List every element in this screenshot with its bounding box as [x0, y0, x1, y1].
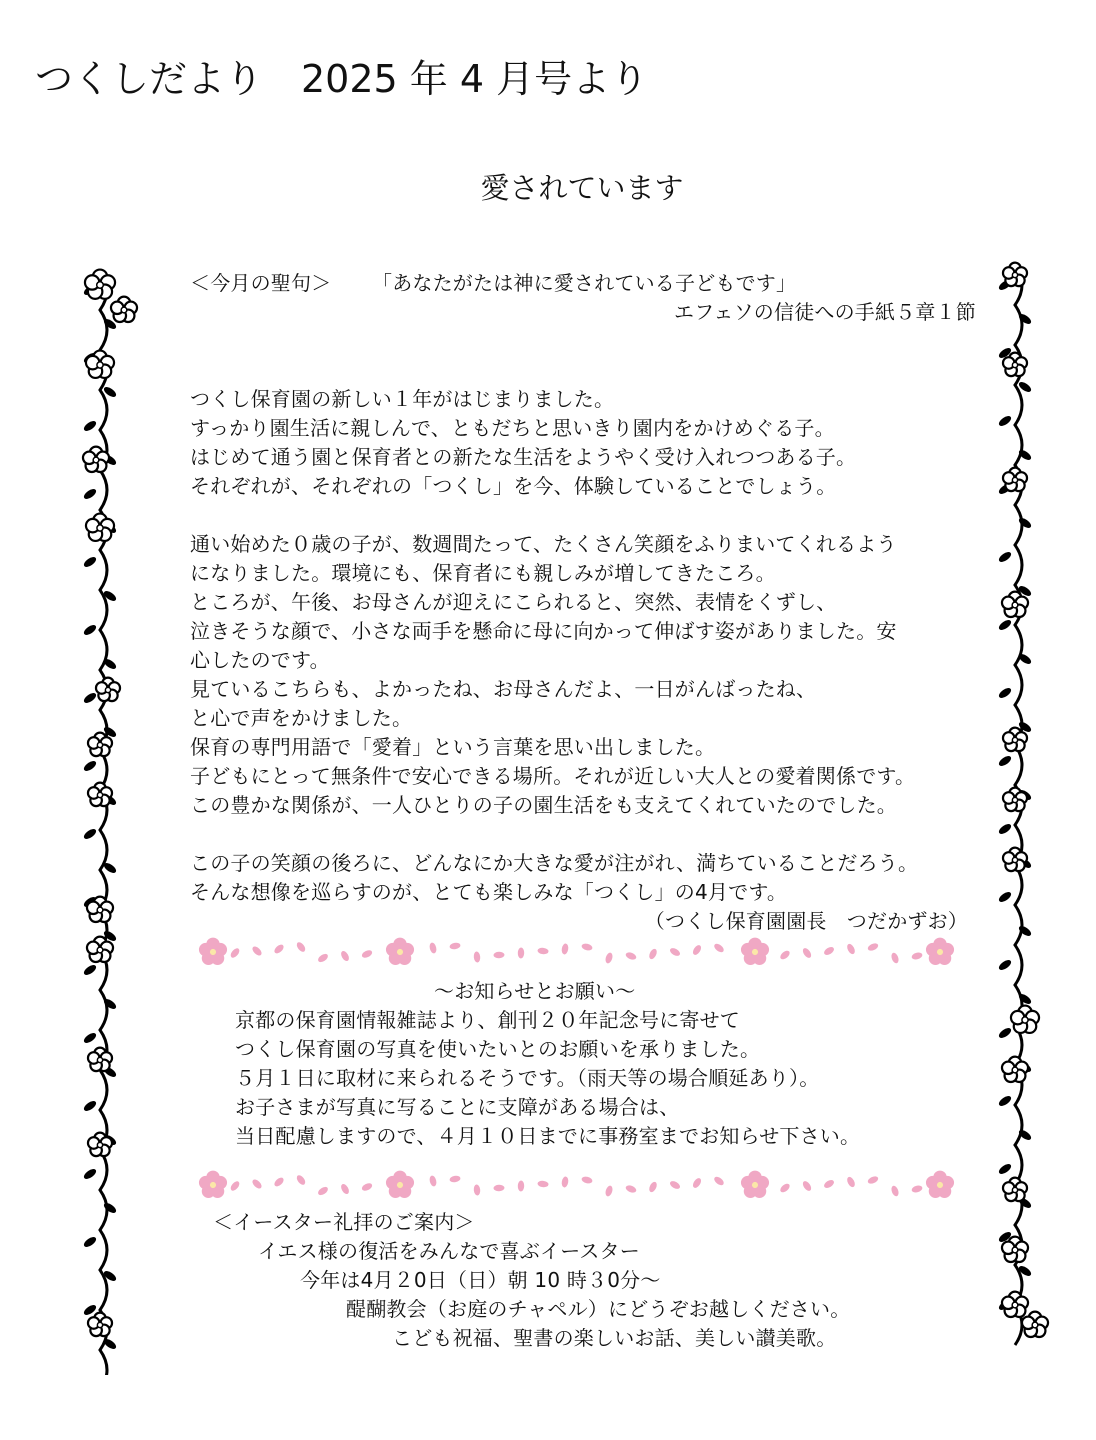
easter-line: 今年は4月２0日（日）朝 10 時３0分～ — [300, 1268, 661, 1292]
body-line: この子の笑顔の後ろに、どんなにか大きな愛が注がれ、満ちていることだろう。 — [190, 851, 919, 875]
notice-line: お子さまが写真に写ることに支障がある場合は、 — [235, 1095, 680, 1119]
petal-icon — [473, 1184, 481, 1196]
flower-icon — [1003, 848, 1027, 871]
petal-icon — [561, 1176, 569, 1188]
flower-icon — [1003, 1178, 1027, 1201]
flower-icon — [1011, 1006, 1039, 1033]
petal-icon — [890, 1185, 900, 1198]
petal-icon — [537, 947, 549, 955]
petal-icon — [846, 943, 857, 956]
petal-icon — [867, 942, 880, 952]
notice-title: ～お知らせとお願い～ — [434, 979, 636, 1003]
petal-icon — [339, 1183, 350, 1196]
body-line: そんな想像を巡らすのが、とても楽しみな「つくし」の4月です。 — [190, 880, 788, 904]
petal-icon — [867, 1175, 880, 1185]
leaf-icon — [997, 958, 1012, 972]
verse-source: エフェソの信徒への手紙５章１節 — [674, 300, 976, 324]
notice-line: つくし保育園の写真を使いたいとのお願いを承りました。 — [235, 1037, 761, 1061]
petal-icon — [361, 1182, 374, 1193]
body-line: 見ているこちらも、よかったね、お母さんだよ、一日がんばったね、 — [190, 677, 817, 701]
body-line: すっかり園生活に親しんで、ともだちと思いきり園内をかけめぐる子。 — [190, 416, 835, 440]
petal-icon — [669, 946, 682, 957]
petal-icon — [429, 942, 438, 954]
newsletter-title: つくしだより 2025 年 4 月号より — [35, 57, 649, 101]
petal-icon — [473, 951, 481, 963]
leaf-icon — [997, 686, 1012, 700]
leaf-icon — [82, 759, 97, 773]
petal-icon — [273, 1176, 285, 1188]
leaf-icon — [997, 1162, 1012, 1176]
petal-icon — [823, 945, 836, 956]
petal-icon — [251, 1178, 263, 1190]
flower-vine-border-left — [60, 260, 150, 1375]
flower-icon — [1003, 263, 1027, 286]
flower-icon — [1022, 1312, 1048, 1337]
petal-icon — [691, 944, 702, 957]
leaf-icon — [1017, 516, 1032, 530]
petal-icon — [779, 949, 792, 961]
article-heading: 愛されています — [480, 171, 684, 205]
petal-icon — [823, 1178, 836, 1189]
flower-icon — [96, 678, 120, 701]
flower-vine-border-right — [975, 255, 1065, 1355]
body-line: ところが、午後、お母さんが迎えにこられると、突然、表情をくずし、 — [190, 590, 837, 614]
petal-icon — [648, 1181, 659, 1194]
leaf-icon — [997, 1026, 1012, 1040]
petal-icon — [361, 949, 374, 960]
petal-icon — [669, 1179, 682, 1190]
body-line: 子どもにとって無条件で安心できる場所。それが近しい大人との愛着関係です。 — [190, 764, 916, 788]
petal-icon — [518, 947, 525, 958]
petal-icon — [229, 1180, 241, 1193]
flower-icon — [88, 1313, 112, 1336]
cherry-blossom-icon — [741, 938, 769, 965]
petal-icon — [429, 1175, 438, 1187]
body-line: 通い始めた０歳の子が、数週間たって、たくさん笑顔をふりまいてくれるよう — [190, 532, 897, 556]
petal-icon — [713, 942, 726, 954]
leaf-icon — [997, 550, 1012, 564]
petal-icon — [493, 952, 504, 959]
flower-icon — [1002, 592, 1028, 617]
petal-icon — [561, 943, 569, 955]
cherry-blossom-icon — [199, 1171, 227, 1198]
petal-icon — [625, 951, 638, 961]
leaf-icon — [997, 618, 1012, 632]
leaf-icon — [82, 1031, 97, 1045]
petal-icon — [713, 1175, 726, 1187]
petal-icon — [295, 1174, 307, 1187]
flower-icon — [1002, 1292, 1028, 1317]
flower-icon — [1002, 1057, 1028, 1082]
petal-icon — [449, 942, 461, 950]
cherry-blossom-divider — [195, 1168, 965, 1202]
leaf-icon — [102, 1201, 117, 1215]
leaf-icon — [82, 1235, 97, 1249]
leaf-icon — [82, 1167, 97, 1181]
verse-label: ＜今月の聖句＞ — [190, 271, 332, 295]
easter-title: ＜イースター礼拝のご案内＞ — [213, 1210, 475, 1234]
cherry-blossom-icon — [386, 1171, 414, 1198]
flower-icon — [1003, 353, 1027, 376]
petal-icon — [846, 1176, 857, 1189]
notice-line: ５月１日に取材に来られるそうです。（雨天等の場合順延あり）。 — [235, 1066, 820, 1090]
leaf-icon — [997, 1094, 1012, 1108]
vine-stem — [100, 270, 107, 1375]
flower-icon — [88, 733, 112, 756]
leaf-icon — [997, 754, 1012, 768]
petal-icon — [691, 1177, 702, 1190]
petal-icon — [911, 1184, 923, 1193]
petal-icon — [801, 1180, 813, 1193]
body-line: と心で声をかけました。 — [190, 706, 413, 730]
easter-line: 醍醐教会（お庭のチャペル）にどうぞお越しください。 — [346, 1297, 851, 1321]
flower-icon — [87, 937, 113, 962]
body-line: になりました。環境にも、保育者にも親しみが増してきたころ。 — [190, 561, 776, 585]
petal-icon — [493, 1185, 504, 1192]
petal-icon — [229, 947, 241, 960]
petal-icon — [273, 943, 285, 955]
leaf-icon — [997, 414, 1012, 428]
body-line: はじめて通う園と保育者との新たな生活をようやく受け入れつつある子。 — [190, 445, 857, 469]
body-line: それぞれが、それぞれの「つくし」を今、体験していることでしょう。 — [190, 474, 837, 498]
cherry-blossom-divider — [195, 935, 965, 969]
body-line: 心したのです。 — [190, 648, 330, 672]
cherry-blossom-icon — [926, 1171, 954, 1198]
notice-line: 当日配慮しますので、４月１０日までに事務室までお知らせ下さい。 — [235, 1124, 861, 1148]
body-line: つくし保育園の新しい１年がはじまりました。 — [190, 387, 615, 411]
leaf-icon — [997, 890, 1012, 904]
flower-icon — [1003, 728, 1027, 751]
cherry-blossom-icon — [386, 938, 414, 965]
petal-icon — [890, 952, 900, 965]
flower-icon — [88, 783, 112, 806]
petal-icon — [339, 950, 350, 963]
signature: （つくし保育園園長 つだかずお） — [644, 909, 968, 933]
leaf-icon — [997, 822, 1012, 836]
body-line: 泣きそうな顔で、小さな両手を懸命に母に向かって伸ばす姿がありました。安 — [190, 619, 897, 643]
petal-icon — [911, 951, 923, 960]
leaf-icon — [82, 419, 97, 433]
flower-icon — [83, 447, 109, 472]
cherry-blossom-icon — [199, 938, 227, 965]
petal-icon — [604, 1185, 613, 1197]
easter-line: こども祝福、聖書の楽しいお話、美しい讃美歌。 — [392, 1326, 837, 1350]
petal-icon — [317, 952, 330, 963]
leaf-icon — [82, 623, 97, 637]
petal-icon — [801, 947, 813, 960]
flower-icon — [111, 297, 137, 322]
notice-line: 京都の保育園情報雑誌より、創刊２０年記念号に寄せて — [235, 1008, 740, 1032]
leaf-icon — [82, 963, 97, 977]
petal-icon — [449, 1175, 461, 1183]
flower-icon — [85, 270, 115, 299]
petal-icon — [604, 952, 613, 964]
cherry-blossom-icon — [926, 938, 954, 965]
petal-icon — [648, 948, 659, 961]
petal-icon — [317, 1185, 330, 1196]
petal-icon — [581, 943, 593, 952]
petal-icon — [581, 1176, 593, 1185]
petal-icon — [295, 941, 307, 954]
petal-icon — [537, 1180, 549, 1188]
leaf-icon — [82, 555, 97, 569]
leaf-icon — [82, 1099, 97, 1113]
leaf-icon — [82, 827, 97, 841]
petal-icon — [251, 945, 263, 957]
petal-icon — [779, 1182, 792, 1194]
leaf-icon — [82, 691, 97, 705]
easter-line: イエス様の復活をみんなで喜ぶイースター — [258, 1239, 640, 1263]
leaf-icon — [82, 487, 97, 501]
flower-icon — [86, 514, 114, 541]
petal-icon — [518, 1180, 525, 1191]
body-line: この豊かな関係が、一人ひとりの子の園生活をも支えてくれていたのでした。 — [190, 793, 897, 817]
flower-icon — [1003, 468, 1027, 491]
petal-icon — [625, 1184, 638, 1194]
body-line: 保育の専門用語で「愛着」という言葉を思い出しました。 — [190, 735, 716, 759]
cherry-blossom-icon — [741, 1171, 769, 1198]
verse-text: 「あなたがたは神に愛されている子どもです」 — [372, 271, 797, 295]
